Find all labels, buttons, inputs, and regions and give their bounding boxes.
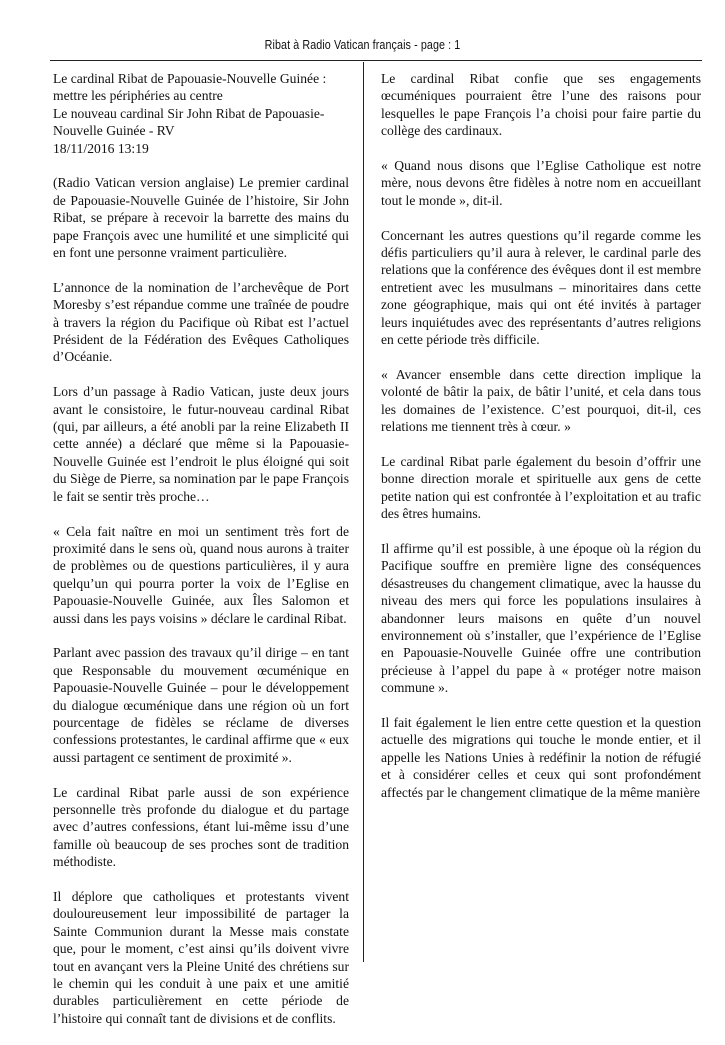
paragraph: « Quand nous disons que l’Eglise Catholique est notre mère, nous devons être fidèles à notre nom en accueillant tout le monde », dit-il.: [381, 158, 701, 208]
paragraph: Le cardinal Ribat confie que ses engagements œcuméniques pourraient être l’une des raisons pour lesquelles le pape François l’a choisi pour faire partie du collège des cardinaux.: [381, 71, 701, 139]
paragraph: Il déplore que catholiques et protestants vivent douloureusement leur impossibilité de partager la Sainte Communion durant la Messe mais constate que, pour le moment, c’est ainsi qu’ils doivent vivre tout en avançant vers la Pleine Unité des chrétiens sur le chemin qui les conduit à une paix et une amitié durables particulièrement en cette période de l’histoire qui connaît tant de divisions et de conflits.: [53, 888, 349, 1026]
header-rule: [50, 60, 702, 61]
paragraph: L’annonce de la nomination de l’archevêque de Port Moresby s’est répandue comme une traînée de poudre à travers la région du Pacifique où Ribat est l’actuel Président de la Fédération des Evêques Catholiques d’Océanie.: [53, 279, 349, 365]
article-title: Le cardinal Ribat de Papouasie-Nouvelle Guinée : mettre les périphéries au centre: [53, 71, 327, 104]
article-datetime: 18/11/2016 13:19: [53, 140, 149, 156]
right-column: [381, 70, 701, 818]
paragraph: Le cardinal Ribat parle également du besoin d’offrir une bonne direction morale et spirituelle aux gens de cette petite nation qui est confrontée à l’exploitation et au trafic des êtres humains.: [381, 453, 701, 522]
paragraph: Lors d’un passage à Radio Vatican, juste deux jours avant le consistoire, le futur-nouveau cardinal Ribat (qui, par ailleurs, a été anobli par la reine Elizabeth II cette année) a déclaré que même si la Papouasie-Nouvelle Guinée est l’endroit le plus éloigné qui soit du Siège de Pierre, sa nomination par le pape François le fait se sentir très proche…: [53, 384, 349, 504]
paragraph: Le cardinal Ribat parle aussi de son expérience personnelle très profonde du dialogue et du partage avec d’autres confessions, étant lui-même issu d’une famille où beaucoup de ses proches sont de tradition méthodiste.: [53, 784, 349, 870]
left-column: [53, 70, 349, 1045]
paragraph: Il fait également le lien entre cette question et la question actuelle des migrations qui touche le monde entier, et il appelle les Nations Unies à redéfinir la notion de réfugié et à considérer celles et ceux qui sont profondément affectés par le changement climatique de la même manière: [381, 714, 701, 800]
paragraph: « Avancer ensemble dans cette direction implique la volonté de bâtir la paix, de bâtir l’unité, et cela dans tous les domaines de l’existence. C’est pourquoi, dit-il, ces relations me tiennent très à cœur. »: [381, 366, 701, 435]
paragraph: (Radio Vatican version anglaise) Le premier cardinal de Papouasie-Nouvelle Guinée de l’histoire, Sir John Ribat, se prépare à recevoir la barrette des mains du pape François avec une humilité et une simplicité qui en font une personne vraiment particulière.: [53, 175, 349, 261]
meta-gap: [53, 157, 349, 174]
article-subtitle: Le nouveau cardinal Sir John Ribat de Papouasie-Nouvelle Guinée - RV: [53, 105, 325, 139]
paragraph: Concernant les autres questions qu’il regarde comme les défis particuliers qu’il aura à relever, le cardinal parle des relations que la conférence des évêques dont il est membre entretient avec les musulmans – minoritaires dans cette zone géographique, mais qui ont été invités à partager leurs inquiétudes avec des représentants d’autres religions en cette période très difficile.: [381, 227, 701, 348]
column-divider: [363, 62, 364, 962]
paragraph: « Cela fait naître en moi un sentiment très fort de proximité dans le sens où, quand nous aurons à traiter de problèmes ou de questions particulières, il y aura quelqu’un qui pourra porter la voix de l’Eglise en Papouasie-Nouvelle Guinée, aux Îles Salomon et aussi dans les pays voisins » déclare le cardinal Ribat.: [53, 523, 349, 626]
running-header: Ribat à Radio Vatican français - page : 1: [264, 38, 461, 52]
paragraph: Parlant avec passion des travaux qu’il dirige – en tant que Responsable du mouvement œcuménique en Papouasie-Nouvelle Guinée – pour le développement du dialogue œcuménique dans une région où un fort pourcentage de fidèles se réclame de diverses confessions protestantes, le cardinal affirme que « eux aussi partagent ce sentiment de proximité ».: [53, 645, 349, 765]
paragraph: Il affirme qu’il est possible, à une époque où la région du Pacifique souffre en première ligne des conséquences désastreuses du changement climatique, avec la hausse du niveau des mers qui force les populations insulaires à abandonner leurs maisons en quête d’un nouvel environnement où s’installer, que l’expérience de l’Eglise en Papouasie-Nouvelle Guinée offre une contribution précieuse à l’appel du pape à « protéger notre maison commune ».: [381, 540, 701, 696]
